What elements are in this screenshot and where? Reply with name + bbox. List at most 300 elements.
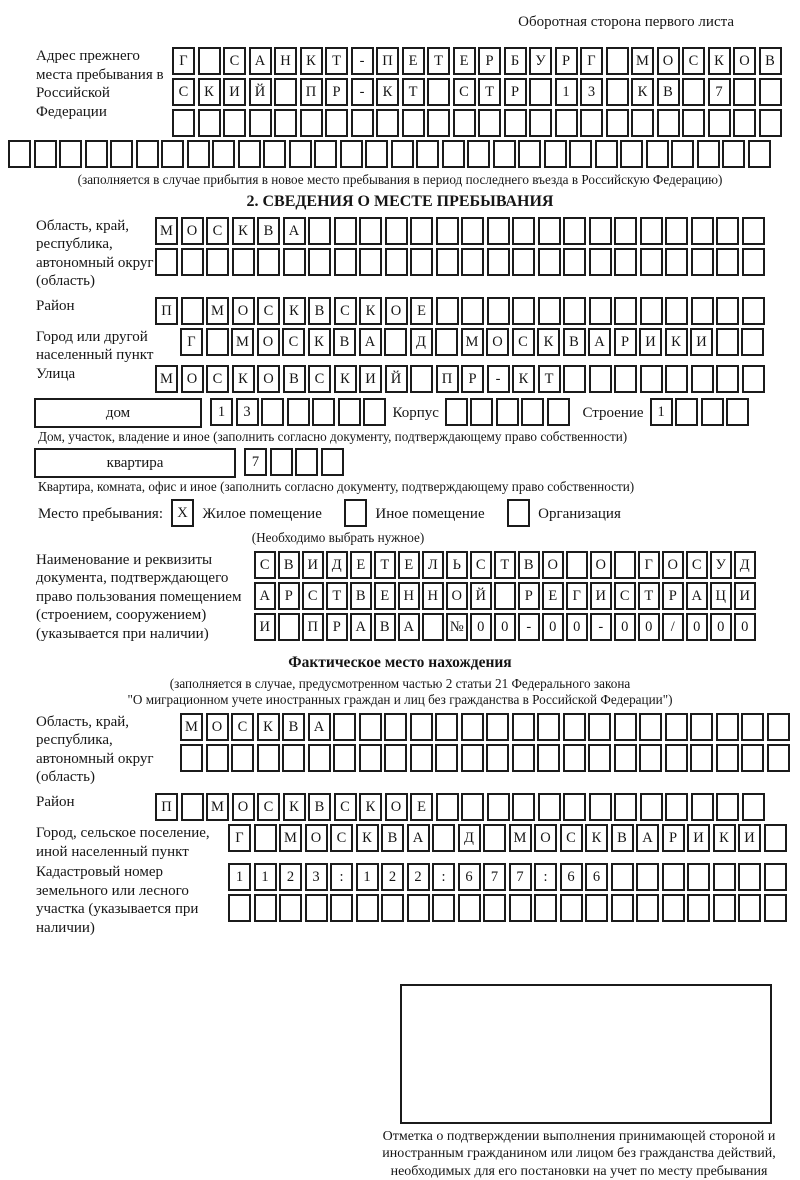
char-cell: 0 [710,613,732,641]
char-cell [690,744,713,772]
char-cell [487,217,510,245]
char-cell: П [376,47,399,75]
option-organizaciya-label: Организация [538,506,621,523]
char-cell: 7 [483,863,506,891]
char-cell: А [588,328,611,356]
char-cell: О [542,551,564,579]
char-cell: Р [504,78,527,106]
char-cell: В [759,47,782,75]
char-cell [547,398,570,426]
char-cell [257,744,280,772]
char-cell [759,109,782,137]
char-cell: В [350,582,372,610]
char-cell [713,863,736,891]
char-cell [589,248,612,276]
char-cell: Д [734,551,756,579]
char-cell: О [446,582,468,610]
char-cell [206,744,229,772]
char-cell: Е [402,47,425,75]
char-cell [34,140,57,168]
document-row-3[interactable] [254,613,758,643]
char-cell: К [359,297,382,325]
char-cell [359,744,382,772]
char-cell [563,365,586,393]
char-cell: 6 [560,863,583,891]
char-cell: - [590,613,612,641]
char-cell: Т [427,47,450,75]
char-cell: С [512,328,535,356]
char-cell [155,248,178,276]
char-cell [742,217,765,245]
char-cell: С [470,551,492,579]
char-cell [287,398,310,426]
char-cell: А [254,582,276,610]
document-row-2[interactable] [254,582,758,612]
prev-address-row-4[interactable] [8,140,792,170]
char-cell: 0 [638,613,660,641]
char-cell [283,248,306,276]
char-cell [330,894,353,922]
char-cell [764,824,787,852]
char-cell [690,713,713,741]
kadastr-row-1[interactable] [228,863,789,893]
char-cell [691,217,714,245]
char-cell: С [334,297,357,325]
char-cell [640,248,663,276]
char-cell: О [534,824,557,852]
char-cell: X [171,499,194,527]
char-cell [614,713,637,741]
char-cell [410,217,433,245]
char-cell: 1 [254,863,277,891]
char-cell: Р [326,613,348,641]
char-cell: К [585,824,608,852]
char-cell [385,217,408,245]
char-cell: 2 [381,863,404,891]
char-cell: В [308,297,331,325]
char-cell [512,217,535,245]
char-cell [445,398,468,426]
char-cell: 7 [244,448,267,476]
char-cell [726,398,749,426]
char-cell [639,744,662,772]
char-cell: Г [638,551,660,579]
char-cell [534,894,557,922]
char-cell [741,744,764,772]
char-cell: Б [504,47,527,75]
char-cell: В [333,328,356,356]
char-cell: В [282,713,305,741]
char-cell: М [631,47,654,75]
char-cell [334,217,357,245]
char-cell [487,248,510,276]
char-cell [606,109,629,137]
char-cell: Й [470,582,492,610]
char-cell: С [257,297,280,325]
char-cell: Т [478,78,501,106]
char-cell [461,744,484,772]
char-cell [478,109,501,137]
char-cell [742,248,765,276]
char-cell [359,713,382,741]
char-cell [733,78,756,106]
char-cell [589,217,612,245]
char-cell [436,217,459,245]
char-cell [512,713,535,741]
actual-raion-label: Район [36,793,75,810]
char-cell: Л [422,551,444,579]
char-cell: : [534,863,557,891]
char-cell: В [518,551,540,579]
char-cell: И [734,582,756,610]
char-cell [461,217,484,245]
char-cell [206,328,229,356]
char-cell: Е [374,582,396,610]
char-cell: - [351,47,374,75]
char-cell [767,713,790,741]
char-cell: И [738,824,761,852]
char-cell [722,140,745,168]
char-cell [467,140,490,168]
char-cell [407,894,430,922]
char-cell [640,217,663,245]
char-cell [279,894,302,922]
char-cell [232,248,255,276]
actual-oblast-row-1[interactable] [180,713,792,743]
char-cell [606,78,629,106]
prev-address-row-3[interactable] [172,109,784,139]
char-cell [614,248,637,276]
char-cell: 3 [305,863,328,891]
char-cell: В [283,365,306,393]
char-cell: Д [410,328,433,356]
char-cell: И [590,582,612,610]
char-cell: С [686,551,708,579]
char-cell: Й [249,78,272,106]
char-cell: М [206,297,229,325]
char-cell [435,328,458,356]
char-cell [563,217,586,245]
char-cell: 0 [614,613,636,641]
char-cell: С [614,582,636,610]
char-cell [764,894,787,922]
dom-number-row[interactable] [210,398,389,428]
char-cell [270,448,293,476]
char-cell: И [359,365,382,393]
char-cell [682,109,705,137]
actual-gorod-block [8,824,792,861]
char-cell [274,109,297,137]
char-cell [636,894,659,922]
char-cell [687,863,710,891]
char-cell [512,793,535,821]
char-cell [687,894,710,922]
char-cell [435,713,458,741]
char-cell [228,894,251,922]
char-cell [589,793,612,821]
char-cell: А [283,217,306,245]
actual-location-caption-2: "О миграционном учете иностранных граждан и лиц без гражданства в Российской Федерации") [127,692,673,708]
char-cell [289,140,312,168]
char-cell [305,894,328,922]
char-cell [665,793,688,821]
char-cell [483,824,506,852]
char-cell [384,328,407,356]
actual-gorod-row[interactable] [228,824,789,854]
confirmation-stamp-caption: Отметка о подтверждении выполнения принимающей стороной и иностранным гражданином или лицом без гражданства действий, необходимых для его постановки на учет по месту пребывания [382,1128,776,1180]
char-cell [334,248,357,276]
char-cell: 3 [236,398,259,426]
oblast-row-1[interactable] [155,217,767,247]
char-cell: О [385,793,408,821]
char-cell: Т [494,551,516,579]
char-cell: Р [614,328,637,356]
char-cell [589,297,612,325]
char-cell [691,297,714,325]
char-cell: С [206,217,229,245]
char-cell [544,140,567,168]
char-cell [614,297,637,325]
document-block [8,551,792,644]
char-cell [507,499,530,527]
section2-oblast-block [8,217,792,291]
char-cell [314,140,337,168]
char-cell: Д [458,824,481,852]
char-cell: К [376,78,399,106]
char-cell [614,551,636,579]
char-cell: И [254,613,276,641]
char-cell [312,398,335,426]
kadastr-row-2[interactable] [228,894,789,924]
char-cell: П [155,297,178,325]
char-cell [422,613,444,641]
char-cell [716,365,739,393]
char-cell [181,793,204,821]
char-cell: М [231,328,254,356]
char-cell [512,248,535,276]
char-cell [620,140,643,168]
char-cell [493,140,516,168]
char-cell [254,894,277,922]
char-cell [416,140,439,168]
char-cell: Р [662,824,685,852]
char-cell: Д [326,551,348,579]
char-cell: 2 [279,863,302,891]
char-cell [436,793,459,821]
char-cell [538,793,561,821]
char-cell: А [398,613,420,641]
char-cell: С [330,824,353,852]
char-cell: О [733,47,756,75]
char-cell [733,109,756,137]
char-cell: Е [350,551,372,579]
kvartira-number-row[interactable] [244,448,346,478]
actual-raion-block [8,793,792,824]
char-cell: О [657,47,680,75]
char-cell [308,744,331,772]
char-cell [716,713,739,741]
char-cell [563,713,586,741]
char-cell: Г [566,582,588,610]
char-cell: Т [325,47,348,75]
raion-row[interactable] [155,297,767,327]
char-cell [453,109,476,137]
char-cell [212,140,235,168]
char-cell [351,109,374,137]
section2-raion-block [8,297,792,328]
char-cell: Ц [710,582,732,610]
gorod-row[interactable] [180,328,767,358]
char-cell: Р [461,365,484,393]
actual-raion-row[interactable] [155,793,767,823]
char-cell: Т [638,582,660,610]
char-cell [206,248,229,276]
char-cell: В [381,824,404,852]
char-cell [223,109,246,137]
char-cell: С [231,713,254,741]
char-cell: С [172,78,195,106]
char-cell: 0 [566,613,588,641]
char-cell [708,109,731,137]
char-cell [487,793,510,821]
char-cell [427,78,450,106]
char-cell [295,448,318,476]
char-cell [563,793,586,821]
kadastr-block [8,863,792,937]
char-cell: О [486,328,509,356]
prev-address-row-2[interactable] [172,78,784,108]
char-cell [682,78,705,106]
checkbox-zhiloe[interactable] [171,499,197,529]
section2-ulitsa-block [8,365,792,396]
char-cell: К [708,47,731,75]
char-cell: С [560,824,583,852]
char-cell: О [232,297,255,325]
char-cell [198,47,221,75]
char-cell [521,398,544,426]
char-cell: Н [274,47,297,75]
page-side-note: Оборотная сторона первого листа [518,14,734,30]
char-cell: И [639,328,662,356]
char-cell [741,713,764,741]
char-cell [325,109,348,137]
char-cell [738,863,761,891]
char-cell [427,109,450,137]
option-zhiloe-label: Жилое помещение [202,506,322,523]
dom-caption: Дом, участок, владение и иное (заполнить согласно документу, подтверждающему право собственности) [38,429,628,445]
actual-oblast-label: Область, край, республика, автономный округ (область) [36,713,154,786]
char-cell: О [257,328,280,356]
char-cell [249,109,272,137]
char-cell: О [257,365,280,393]
prev-address-row-1[interactable] [172,47,784,77]
char-cell: 1 [555,78,578,106]
char-cell: 6 [458,863,481,891]
char-cell [509,894,532,922]
char-cell: Е [398,551,420,579]
checkbox-organizaciya[interactable] [507,499,533,529]
ulitsa-row[interactable] [155,365,767,395]
dom-box[interactable]: дом [34,398,202,428]
char-cell [662,863,685,891]
char-cell: С [302,582,324,610]
char-cell [636,863,659,891]
char-cell [716,744,739,772]
char-cell [691,365,714,393]
oblast-row-2[interactable] [155,248,767,278]
char-cell [716,793,739,821]
char-cell [701,398,724,426]
char-cell: К [308,328,331,356]
char-cell: В [374,613,396,641]
char-cell: М [509,824,532,852]
gorod-label: Город или другой населенный пункт [36,328,154,364]
char-cell [640,793,663,821]
char-cell [376,109,399,137]
char-cell: Е [542,582,564,610]
checkbox-inoe[interactable] [344,499,370,529]
char-cell [436,297,459,325]
char-cell [308,217,331,245]
char-cell [580,109,603,137]
kvartira-caption: Квартира, комната, офис и иное (заполнить согласно документу, подтверждающему право собственности) [38,478,635,494]
char-cell [537,744,560,772]
char-cell: С [334,793,357,821]
prev-address-label: Адрес прежнего места пребывания в Российской Федерации [36,48,164,120]
actual-oblast-block [8,713,792,787]
kvartira-box[interactable]: квартира [34,448,236,478]
char-cell [665,744,688,772]
char-cell [713,894,736,922]
char-cell: Г [180,328,203,356]
char-cell: 0 [542,613,564,641]
char-cell [566,551,588,579]
char-cell: С [206,365,229,393]
char-cell [432,894,455,922]
char-cell: 0 [734,613,756,641]
char-cell: К [283,297,306,325]
char-cell: М [155,217,178,245]
char-cell [8,140,31,168]
char-cell [595,140,618,168]
char-cell [614,217,637,245]
char-cell [569,140,592,168]
char-cell: О [181,365,204,393]
char-cell [537,713,560,741]
actual-oblast-row-2[interactable] [180,744,792,774]
char-cell [563,248,586,276]
stroenie-row[interactable] [650,398,752,428]
char-cell: С [223,47,246,75]
char-cell: С [282,328,305,356]
char-cell [483,894,506,922]
char-cell: Н [422,582,444,610]
actual-gorod-label: Город, сельское поселение, иной населенный пункт [36,824,210,860]
korpus-row[interactable] [445,398,573,428]
actual-location-caption-1: (заполняется в случае, предусмотренном частью 2 статьи 21 Федерального закона [169,675,631,691]
char-cell [529,109,552,137]
char-cell: М [461,328,484,356]
char-cell [308,248,331,276]
char-cell [85,140,108,168]
char-cell [662,894,685,922]
char-cell: К [537,328,560,356]
char-cell [384,713,407,741]
document-row-1[interactable] [254,551,758,581]
char-cell: П [300,78,323,106]
char-cell: Т [402,78,425,106]
char-cell: К [334,365,357,393]
